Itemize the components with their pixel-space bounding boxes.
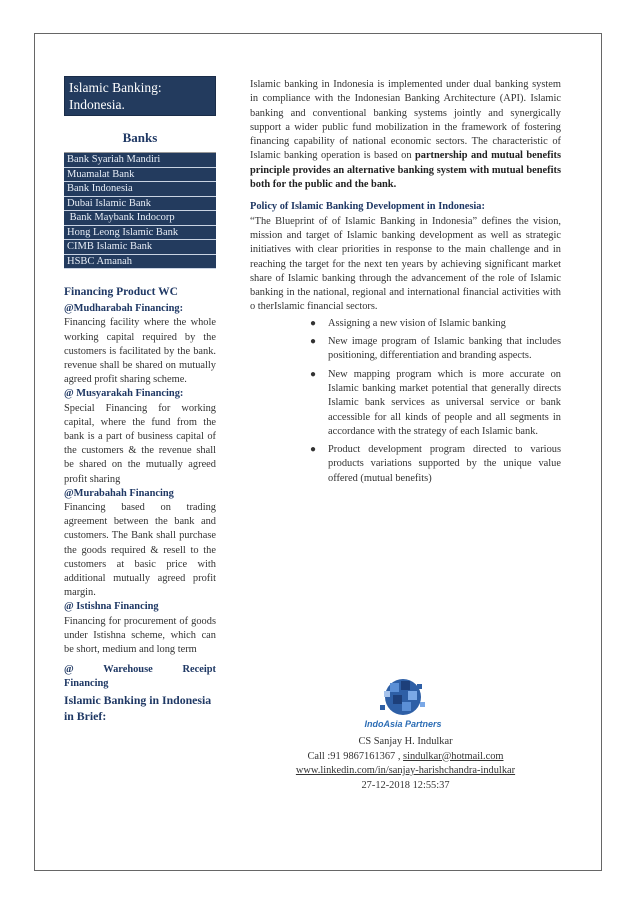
linkedin-link[interactable]: www.linkedin.com/in/sanjay-harishchandra-indulkar: [295, 765, 516, 776]
sidebar-title-line1: Islamic Banking:: [69, 80, 162, 95]
email-link[interactable]: sindulkar@hotmail.com: [403, 750, 504, 762]
intro-bold-text: partnership and mutual benefits principle provides an alternative banking system with mutual benefits both for the public and the bank.: [250, 150, 561, 191]
bank-list: [64, 152, 216, 269]
main-column: [250, 78, 561, 490]
intro-text: Islamic banking in Indonesia is implemented under dual banking system in compliance with the Indonesian Banking Architecture (API). Islamic banking and conventional banking systems jointly and synergically support a wider public fund mobilization in the framework of fostering financing capability of national economic sectors. The characteristic of Islamic banking operation is based on: [250, 79, 561, 162]
strategy-bullets: [250, 317, 561, 486]
bullet-text: Assigning a new vision of Islamic banking: [328, 317, 506, 329]
bank-row: Bank Indonesia: [64, 182, 216, 197]
istishna-heading: @ Istishna Financing: [64, 601, 159, 613]
bullet-text: Product development program directed to various products variations supported by the unique value offered (mutual benefits): [328, 444, 561, 484]
brief-heading: Islamic Banking in Indonesia in Brief:: [64, 692, 212, 723]
bank-row: Dubai Islamic Bank: [64, 197, 216, 212]
bullet-item: [310, 335, 561, 364]
bullet-item: [310, 368, 561, 439]
left-sidebar: [64, 76, 216, 724]
bank-row: Hong Leong Islamic Bank: [64, 226, 216, 241]
sidebar-title-box: [64, 76, 216, 116]
mudharabah-heading: @Mudharabah Financing:: [64, 303, 184, 315]
warehouse-heading: @ Warehouse Receipt Financing: [64, 664, 216, 690]
bullet-item: [310, 317, 561, 331]
bullet-icon: ●: [310, 368, 317, 380]
bank-row: CIMB Islamic Bank: [64, 240, 216, 255]
indoasia-partners-logo: [360, 675, 446, 733]
bank-row: Bank Maybank Indocorp: [64, 211, 216, 226]
policy-text: “The Blueprint of of Islamic Banking in Indonesia” defines the vision, mission and target of Islamic banking development as well as strategic initiatives with clear priorities in response to the main challenge and in reaching the target for the next ten years by achieving significant market share of Islamic banking through the advancement of the role of Islamic banking in the national, regional and international financial activities with o therIslamic financial sectors.: [250, 215, 561, 313]
bullet-item: [310, 443, 561, 486]
banks-heading: Banks: [122, 130, 158, 145]
murabahah-text: Financing based on trading agreement between the bank and customers. The Bank shall purchase the goods required & resell to the customers at basic price with additional mutually agreed profit margin.: [64, 502, 216, 599]
policy-heading: Policy of Islamic Banking Development in Indonesia:: [250, 201, 485, 213]
bank-row: HSBC Amanah: [64, 255, 216, 270]
author-name: CS Sanjay H. Indulkar: [358, 736, 453, 747]
bullet-text: New mapping program which is more accurate on Islamic banking market potential that generally directs Islamic bank services as universal service or bank accessible for all kinds of people and all segments in accordance with the strategy of each Islamic bank.: [328, 368, 561, 437]
contact-line: [250, 750, 561, 765]
mudharabah-text: Financing facility where the whole working capital required by the customers is facilitated by the bank. revenue shall be shared on mutually agreed profit sharing scheme.: [64, 317, 216, 386]
phone-text: Call :91 9867161367 ,: [307, 750, 404, 762]
musyarakah-heading: @ Musyarakah Financing:: [64, 388, 184, 400]
signature-block: [250, 735, 561, 793]
bullet-text: New image program of Islamic banking that includes positioning, differentiation and branding aspects.: [328, 336, 561, 362]
bullet-icon: ●: [310, 444, 317, 456]
murabahah-heading: @Murabahah Financing: [64, 487, 174, 499]
svg-text:IndoAsia Partners: IndoAsia Partners: [364, 719, 442, 729]
sidebar-title-line2: Indonesia.: [69, 97, 125, 112]
bank-row: Muamalat Bank: [64, 168, 216, 183]
bank-row: Bank Syariah Mandiri: [64, 153, 216, 168]
financing-products: [64, 285, 216, 724]
financing-heading: Financing Product WC: [64, 286, 178, 298]
istishna-text: Financing for procurement of goods under Istishna scheme, which can be short, medium and long term: [64, 615, 216, 656]
puzzle-globe-icon: [360, 675, 446, 733]
linkedin-line: [250, 764, 561, 779]
bullet-icon: ●: [310, 317, 317, 329]
datetime-text: 27-12-2018 12:55:37: [361, 779, 450, 791]
bullet-icon: ●: [310, 336, 317, 348]
musyarakah-text: Special Financing for working capital, where the fund from the bank is a part of business capital of the customers & the revenue shall be shared on the mutually agreed profit sharing: [64, 402, 216, 485]
intro-paragraph: [250, 78, 561, 192]
